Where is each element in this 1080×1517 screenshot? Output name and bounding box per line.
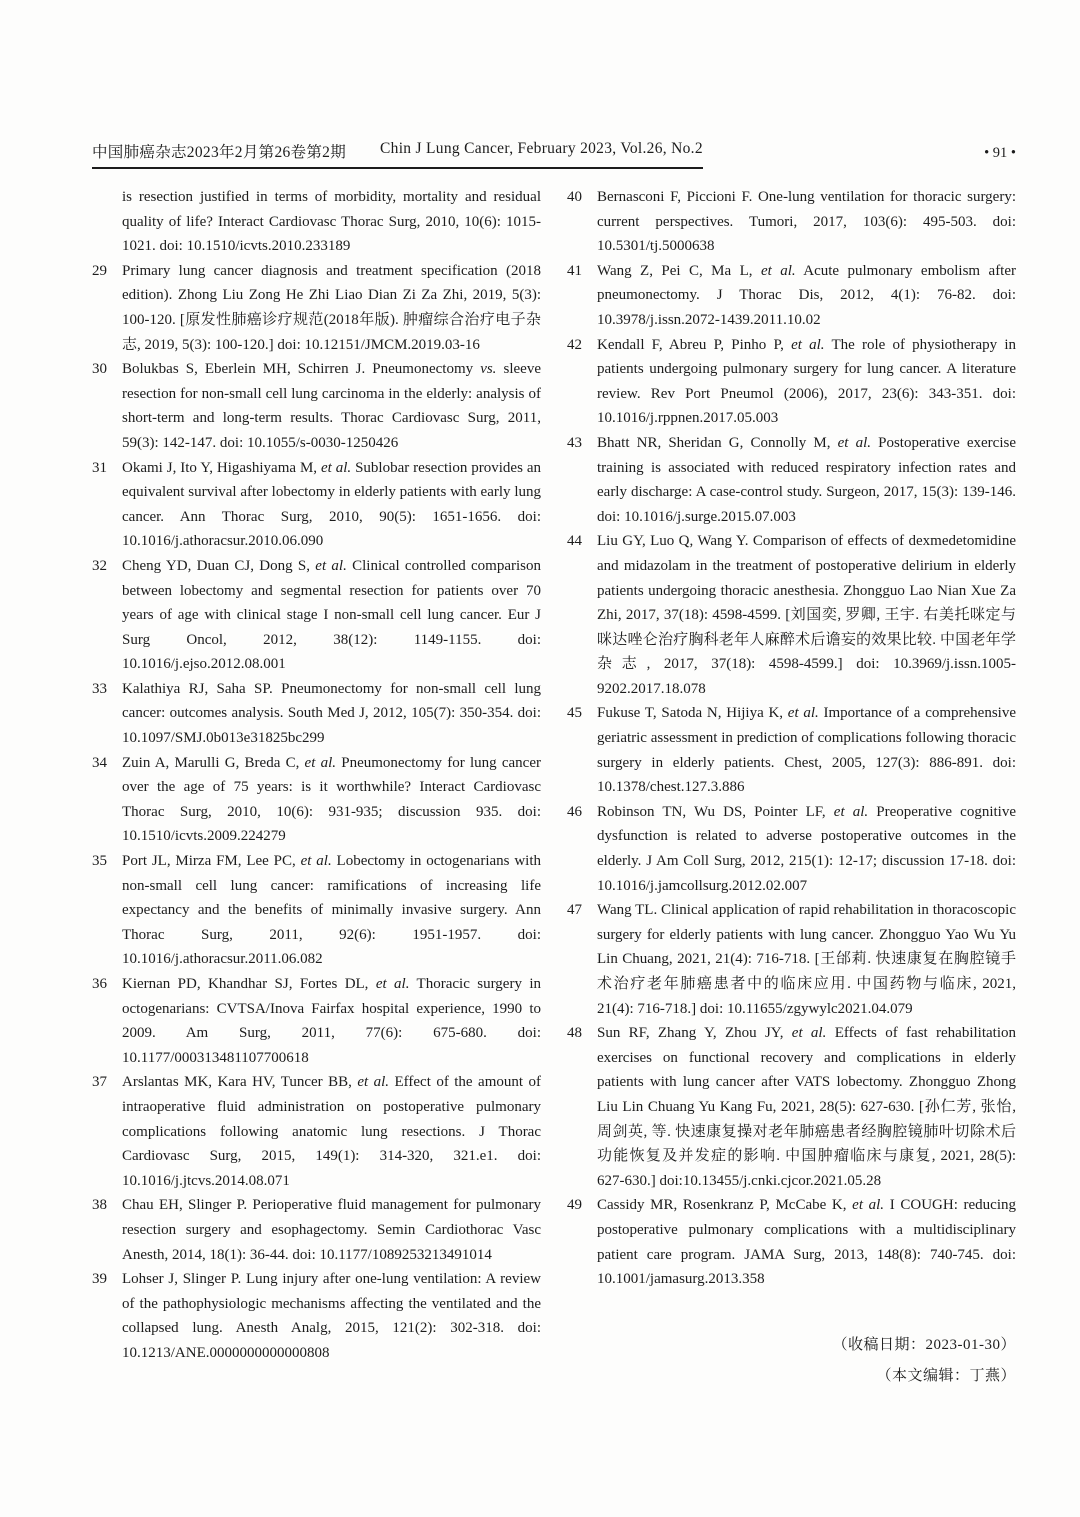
reference-number: 36: [92, 976, 107, 992]
reference-text: Kiernan PD, Khandhar SJ, Fortes DL, et al. Thoracic surgery in octogenarians: CVTSA/Inova Fairfax hospital experience, 1990 to 2009. Am Surg, 2011, 77(6): 675-680. doi: 10.1177/000313481107700618: [122, 976, 541, 1066]
reference-text: Port JL, Mirza FM, Lee PC, et al. Lobectomy in octogenarians with non-small cell lung cancer: ramifications of increasing life expectancy and the benefits of minimally invasive surgery. Ann Thorac Surg, 2011, 92(6): 1951-1957. doi: 10.1016/j.athoracsur.2011.06.082: [122, 853, 542, 968]
received-date: （收稿日期：2023-01-30）: [832, 1336, 1016, 1353]
reference-item: [92, 185, 541, 259]
reference-item: [92, 357, 541, 455]
reference-item: [92, 1267, 541, 1365]
reference-item: [567, 1021, 1016, 1193]
reference-item: [567, 800, 1016, 898]
reference-number: 38: [92, 1197, 107, 1214]
reference-item: [92, 456, 541, 554]
reference-text: is resection justified in terms of morbidity, mortality and residual quality of life? Interact Cardiovasc Thorac Surg, 2010, 10(6): 1015-1021. doi: 10.1510/icvts.2010.233189: [122, 189, 541, 255]
reference-text: Wang Z, Pei C, Ma L, et al. Acute pulmonary embolism after pneumonectomy. J Thorac Dis, 2012, 4(1): 76-82. doi: 10.3978/j.issn.2072-1439.2011.10.02: [597, 262, 1017, 328]
journal-title-cn: 中国肺癌杂志2023年2月第26卷第2期: [92, 144, 347, 161]
reference-number: 29: [92, 262, 107, 279]
reference-text: Sun RF, Zhang Y, Zhou JY, et al. Effects of fast rehabilitation exercises on functional recovery and complications in elderly patients with lung cancer after VATS lobectomy. Zhongguo Zhong Liu Lin Chuang Yu Kang Fu, 2021, 28(5): 627-630. [孙仁芳, 张怡, 周剑英, 等. 快速康复操对老年肺癌患者经胸腔镜肺叶切除术后功能恢复及并发症的影响. 中国肿瘤临床与康复, 2021, 28(5): 627-630.] doi:10.13455/j.cnki.cjcor.2021.05.28: [597, 1025, 1016, 1189]
reference-item: [92, 1193, 541, 1267]
editor-note: （本文编辑：丁燕）: [876, 1367, 1016, 1384]
reference-item: [92, 677, 541, 751]
page-header: [92, 140, 1016, 169]
references-section: [92, 185, 1016, 1392]
reference-item: [567, 333, 1016, 431]
reference-item: [567, 431, 1016, 529]
reference-item: [92, 1070, 541, 1193]
references-right-column: [567, 185, 1016, 1392]
reference-text: Wang TL. Clinical application of rapid rehabilitation in thoracoscopic surgery for elderly patients with lung cancer. Zhongguo Yao Wu Yu Lin Chuang, 2021, 21(4): 716-718. [王邰莉. 快速康复在胸腔镜手术治疗老年肺癌患者中的临床应用. 中国药物与临床, 2021, 21(4): 716-718.] doi: 10.11655/zgywylc2021.04.079: [597, 902, 1016, 1017]
reference-item: [92, 554, 541, 677]
reference-item: [567, 898, 1016, 1021]
reference-number: 31: [92, 459, 107, 476]
reference-number: 39: [92, 1271, 107, 1288]
reference-text: Cheng YD, Duan CJ, Dong S, et al. Clinical controlled comparison between lobectomy and segmental resection for patients over 70 years of age with clinical stage I non-small cell lung cancer. Eur J Surg Oncol, 2012, 38(12): 1149-1155. doi: 10.1016/j.ejso.2012.08.001: [122, 557, 542, 673]
reference-text: Cassidy MR, Rosenkranz P, McCabe K, et al. I COUGH: reducing postoperative pulmonary complications with a multidisciplinary patient care program. JAMA Surg, 2013, 148(8): 740-745. doi: 10.1001/jamasurg.2013.358: [597, 1197, 1016, 1288]
reference-item: [92, 259, 541, 357]
reference-text: Okami J, Ito Y, Higashiyama M, et al. Sublobar resection provides an equivalent survival after lobectomy in elderly patients with early lung cancer. Ann Thorac Surg, 2010, 90(5): 1651-1656. doi: 10.1016/j.athoracsur.2010.06.090: [122, 459, 541, 550]
header-titles: [92, 140, 703, 169]
reference-number: 49: [567, 1197, 582, 1214]
reference-number: 30: [92, 361, 107, 378]
page-number: • 91 •: [984, 145, 1016, 161]
reference-text: Bhatt NR, Sheridan G, Connolly M, et al. Postoperative exercise training is associated with reduced respiratory infection rates and early discharge: A case-control study. Surgeon, 2017, 15(3): 139-146. doi: 10.1016/j.surge.2015.07.003: [597, 434, 1016, 525]
reference-number: 47: [567, 902, 582, 919]
reference-number: 48: [567, 1025, 582, 1042]
reference-number: 44: [567, 533, 582, 550]
reference-text: Kalathiya RJ, Saha SP. Pneumonectomy for non-small cell lung cancer: outcomes analysis. South Med J, 2012, 105(7): 350-354. doi: 10.1097/SMJ.0b013e31825bc299: [122, 680, 541, 747]
reference-item: [567, 1193, 1016, 1291]
reference-text: Kendall F, Abreu P, Pinho P, et al. The role of physiotherapy in patients undergoing pulmonary surgery for lung cancer. A literature review. Rev Port Pneumol (2006), 2017, 23(6): 343-351. doi: 10.1016/j.rppnen.2017.05.003: [597, 336, 1017, 427]
reference-item: [92, 972, 541, 1070]
references-right-list: [567, 185, 1016, 1292]
reference-number: 35: [92, 853, 107, 870]
reference-text: Arslantas MK, Kara HV, Tuncer BB, et al. Effect of the amount of intraoperative fluid administration on postoperative pulmonary complications following anatomic lung resections. J Thorac Cardiovasc Surg, 2015, 149(1): 314-320, 321.e1. doi: 10.1016/j.jtcvs.2014.08.071: [122, 1074, 541, 1189]
reference-number: 37: [92, 1074, 107, 1091]
reference-item: [567, 701, 1016, 799]
reference-item: [567, 529, 1016, 701]
reference-item: [92, 751, 541, 849]
article-footer: [567, 1330, 1016, 1392]
reference-text: Zuin A, Marulli G, Breda C, et al. Pneumonectomy for lung cancer over the age of 75 years: is it worthwhile? Interact Cardiovasc Thorac Surg, 2010, 10(6): 931-935; discussion 935. doi: 10.1510/icvts.2009.224279: [122, 754, 541, 845]
reference-text: Chau EH, Slinger P. Perioperative fluid management for pulmonary resection surgery and esophagectomy. Semin Cardiothorac Vasc Anesth, 2014, 18(1): 36-44. doi: 10.1177/1089253213491014: [122, 1197, 541, 1263]
reference-text: Bolukbas S, Eberlein MH, Schirren J. Pneumonectomy vs. sleeve resection for non-small cell lung carcinoma in the elderly: analysis of short-term and long-term results. Thorac Cardiovasc Surg, 2011, 59(3): 142-147. doi: 10.1055/s-0030-1250426: [122, 361, 541, 451]
reference-text: Liu GY, Luo Q, Wang Y. Comparison of effects of dexmedetomidine and midazolam in the treatment of postoperative delirium in elderly patients undergoing thoracic anesthesia. Zhongguo Lao Nian Xue Za Zhi, 2017, 37(18): 4598-4599. [刘国奕, 罗卿, 王宇. 右美托咪定与咪达唑仑治疗胸科老年人麻醉术后谵妄的效果比较. 中国老年学杂志, 2017, 37(18): 4598-4599.] doi: 10.3969/j.issn.1005-9202.2017.18.078: [597, 533, 1016, 697]
reference-text: Primary lung cancer diagnosis and treatment specification (2018 edition). Zhong Liu Zong He Zhi Liao Dian Zi Za Zhi, 2019, 5(3): 100-120. [原发性肺癌诊疗规范(2018年版). 肿瘤综合治疗电子杂志, 2019, 5(3): 100-120.] doi: 10.12151/JMCM.2019.03-16: [122, 262, 541, 353]
journal-title-en: Chin J Lung Cancer, February 2023, Vol.26, No.2: [380, 140, 703, 157]
references-left-column: [92, 185, 541, 1392]
reference-number: 45: [567, 705, 582, 722]
reference-number: 40: [567, 189, 582, 205]
reference-item: [567, 259, 1016, 333]
reference-number: 34: [92, 754, 107, 771]
reference-text: Bernasconi F, Piccioni F. One-lung ventilation for thoracic surgery: current perspectives. Tumori, 2017, 103(6): 495-503. doi: 10.5301/tj.5000638: [597, 189, 1016, 255]
reference-number: 32: [92, 557, 107, 574]
reference-text: Lohser J, Slinger P. Lung injury after one-lung ventilation: A review of the pathophysiologic mechanisms affecting the ventilated and the collapsed lung. Anesth Analg, 2015, 121(2): 302-318. doi: 10.1213/ANE.0000000000000808: [122, 1271, 541, 1361]
reference-number: 42: [567, 336, 582, 353]
reference-number: 46: [567, 803, 582, 820]
reference-number: 33: [92, 680, 107, 697]
reference-text: Robinson TN, Wu DS, Pointer LF, et al. Preoperative cognitive dysfunction is related to adverse postoperative outcomes in the elderly. J Am Coll Surg, 2012, 215(1): 12-17; discussion 17-18. doi: 10.1016/j.jamcollsurg.2012.02.007: [597, 803, 1016, 894]
reference-number: 41: [567, 262, 582, 279]
reference-item: [567, 185, 1016, 259]
reference-text: Fukuse T, Satoda N, Hijiya K, et al. Importance of a comprehensive geriatric assessment in prediction of complications following thoracic surgery in elderly patients. Chest, 2005, 127(3): 886-891. doi: 10.1378/chest.127.3.886: [597, 705, 1016, 796]
reference-item: [92, 849, 541, 972]
reference-number: 43: [567, 434, 582, 451]
